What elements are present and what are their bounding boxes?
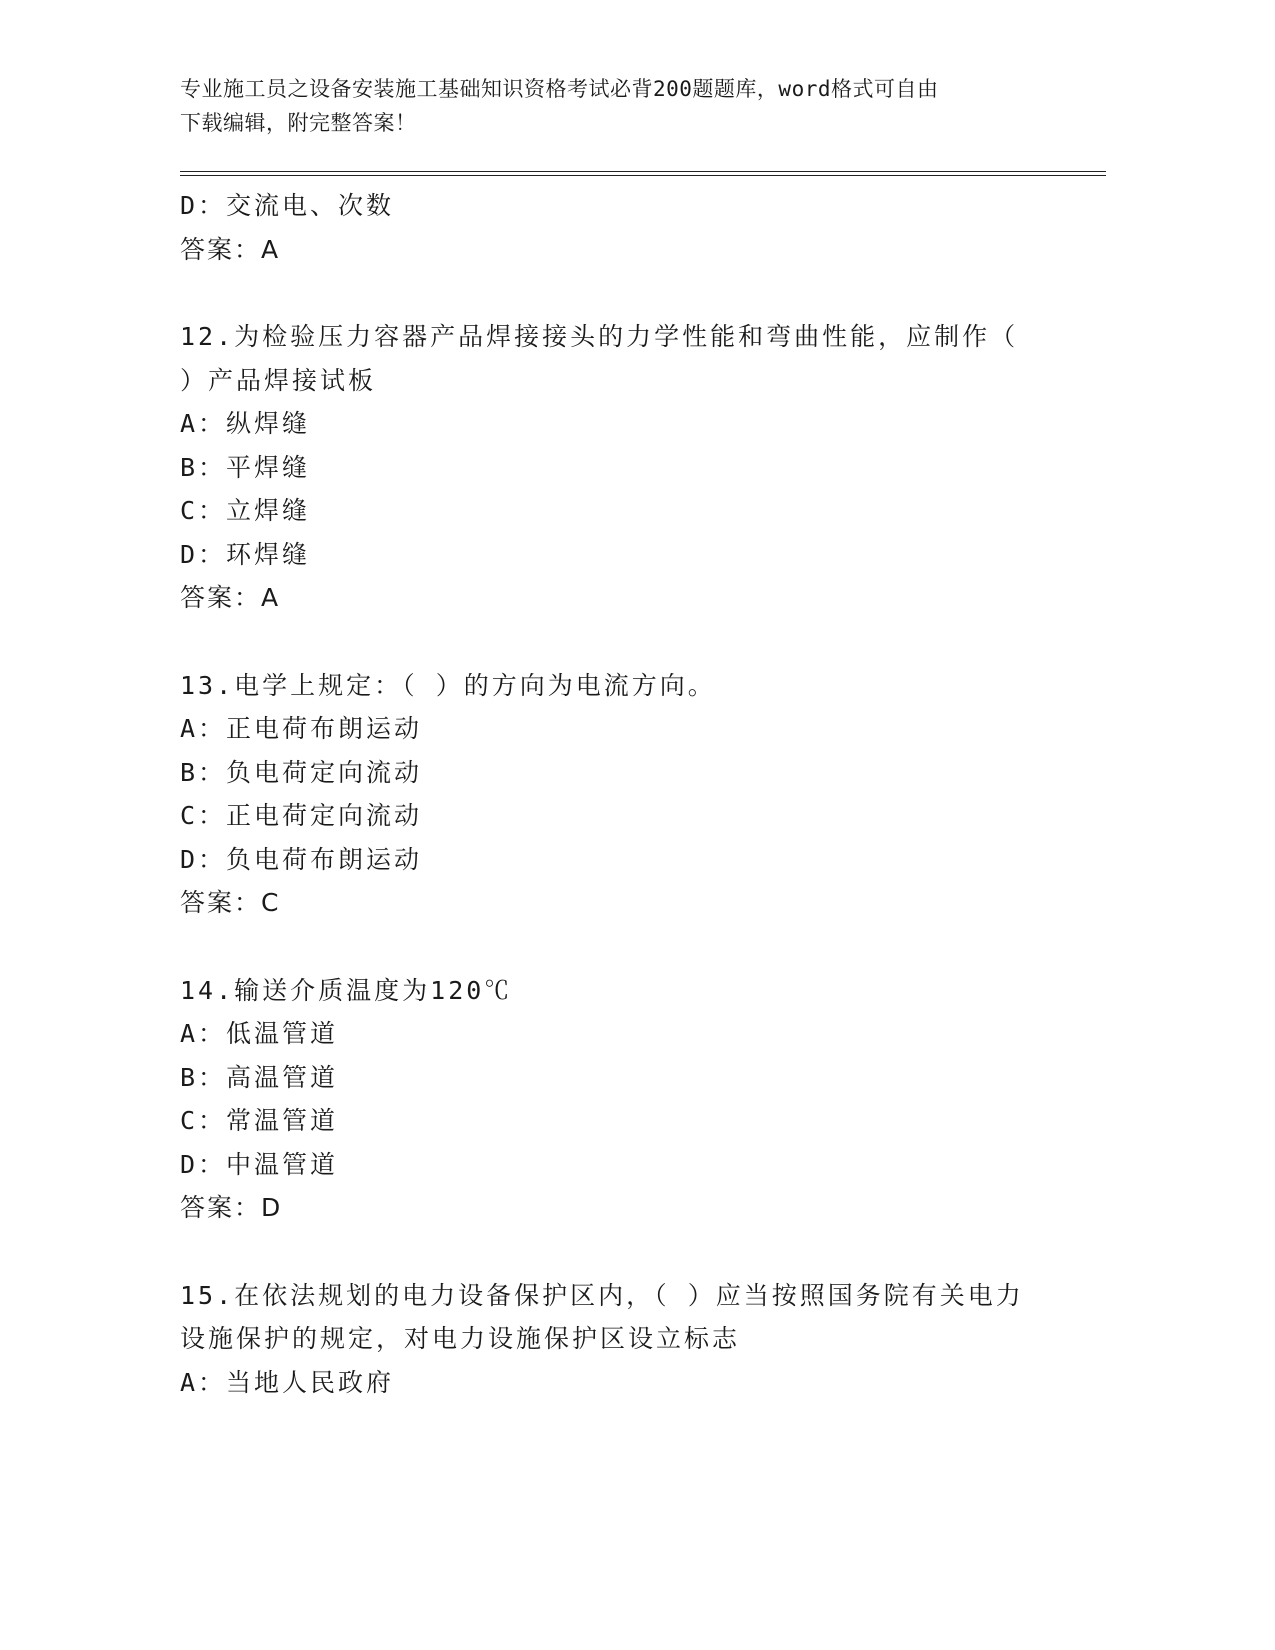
- page-header: [180, 72, 1040, 140]
- option-d: D：环焊缝: [180, 539, 311, 569]
- option-d: D：中温管道: [180, 1149, 339, 1179]
- header-title-line-2: 下载编辑，附完整答案！: [180, 111, 417, 135]
- option-a: A：纵焊缝: [180, 409, 311, 438]
- question-text-line-1: 12.为检验压力容器产品焊接接头的力学性能和弯曲性能，应制作（: [180, 322, 1019, 351]
- answer-line: 答案：C: [180, 888, 281, 917]
- question-text-line-1: 14.输送介质温度为120℃: [180, 975, 513, 1005]
- question-list: [180, 184, 1060, 1404]
- option-b: B：高温管道: [180, 1062, 339, 1092]
- option-b: B：负电荷定向流动: [180, 757, 423, 787]
- header-divider-top: [180, 171, 1106, 172]
- option-c: C：立焊缝: [180, 496, 311, 525]
- question-14: [180, 969, 1060, 1230]
- answer-line: 答案：A: [180, 583, 281, 612]
- option-c: C：常温管道: [180, 1106, 339, 1135]
- option-c: C：正电荷定向流动: [180, 801, 423, 830]
- question-11-tail: [180, 184, 1060, 271]
- answer-line: 答案：D: [180, 1193, 283, 1222]
- option-a: A：当地人民政府: [180, 1367, 395, 1397]
- question-text-line-1: 13.电学上规定：（ ）的方向为电流方向。: [180, 670, 716, 700]
- header-divider-bottom: [180, 175, 1106, 176]
- option-a: A：低温管道: [180, 1019, 339, 1048]
- question-15: [180, 1274, 1060, 1405]
- header-title-line-1: 专业施工员之设备安装施工基础知识资格考试必背200题题库，word格式可自由: [180, 77, 939, 101]
- answer-line: 答案：A: [180, 234, 281, 264]
- question-text-line-1: 15.在依法规划的电力设备保护区内，（ ）应当按照国务院有关电力: [180, 1280, 1024, 1310]
- question-12: [180, 315, 1060, 620]
- question-13: [180, 664, 1060, 925]
- option-a: A：正电荷布朗运动: [180, 714, 423, 743]
- question-text-line-2: 设施保护的规定，对电力设施保护区设立标志: [180, 1324, 741, 1353]
- option-d: D：交流电、次数: [180, 191, 395, 220]
- option-d: D：负电荷布朗运动: [180, 844, 423, 874]
- option-b: B：平焊缝: [180, 452, 311, 482]
- question-text-line-2: ）产品焊接试板: [180, 365, 377, 395]
